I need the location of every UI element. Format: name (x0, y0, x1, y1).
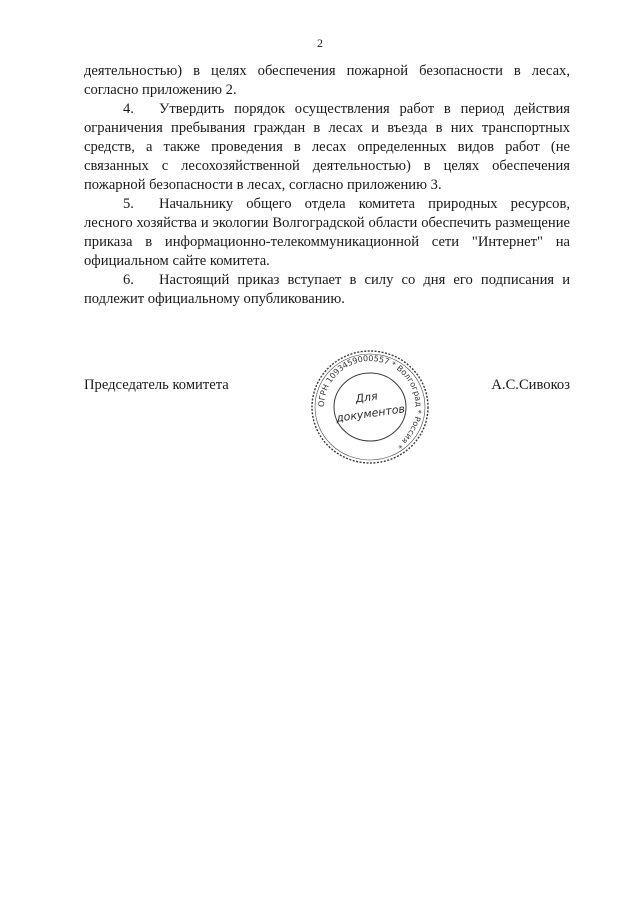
paragraph-item-4 (84, 100, 570, 195)
official-seal (305, 345, 435, 470)
paragraph-text: Начальнику общего отдела комитета природных ресурсов, лесного хозяйства и экологии Волгоградской области обеспечить размещение приказа в информационно-телекоммуникационной сети "Интернет" на официальном сайте комитета. (84, 196, 570, 269)
page-number: 2 (317, 36, 323, 50)
paragraph-text: Утвердить порядок осуществления работ в период действия ограничения пребывания граждан в лесах и въезда в них транспортных средств, а также проведения в лесах определенных видов работ (не связанных с лесохозяйственной деятельностью) в целях обеспечения пожарной безопасности в лесах, согласно приложению 3. (84, 101, 570, 193)
paragraph-item-6 (84, 271, 570, 309)
paragraph-number: 6. (123, 272, 134, 288)
paragraph-item-5 (84, 195, 570, 271)
document-body (84, 62, 570, 309)
paragraph-continuation (84, 62, 570, 100)
paragraph-text: деятельностью) в целях обеспечения пожарной безопасности в лесах, согласно приложению 2. (84, 63, 570, 98)
seal-ring-text: ОГРН 1093459000557 * Волгоград * Россия * (316, 353, 424, 451)
seal-icon (305, 345, 435, 470)
signatory-position: Председатель комитета (84, 377, 229, 393)
seal-center-line1: Для (354, 389, 379, 406)
paragraph-text: Настоящий приказ вступает в силу со дня его подписания и подлежит официальному опубликованию. (84, 272, 570, 307)
seal-center-line2: документов (335, 402, 406, 425)
paragraph-number: 5. (123, 196, 134, 212)
paragraph-number: 4. (123, 101, 134, 117)
signatory-name: А.С.Сивокоз (491, 377, 570, 393)
